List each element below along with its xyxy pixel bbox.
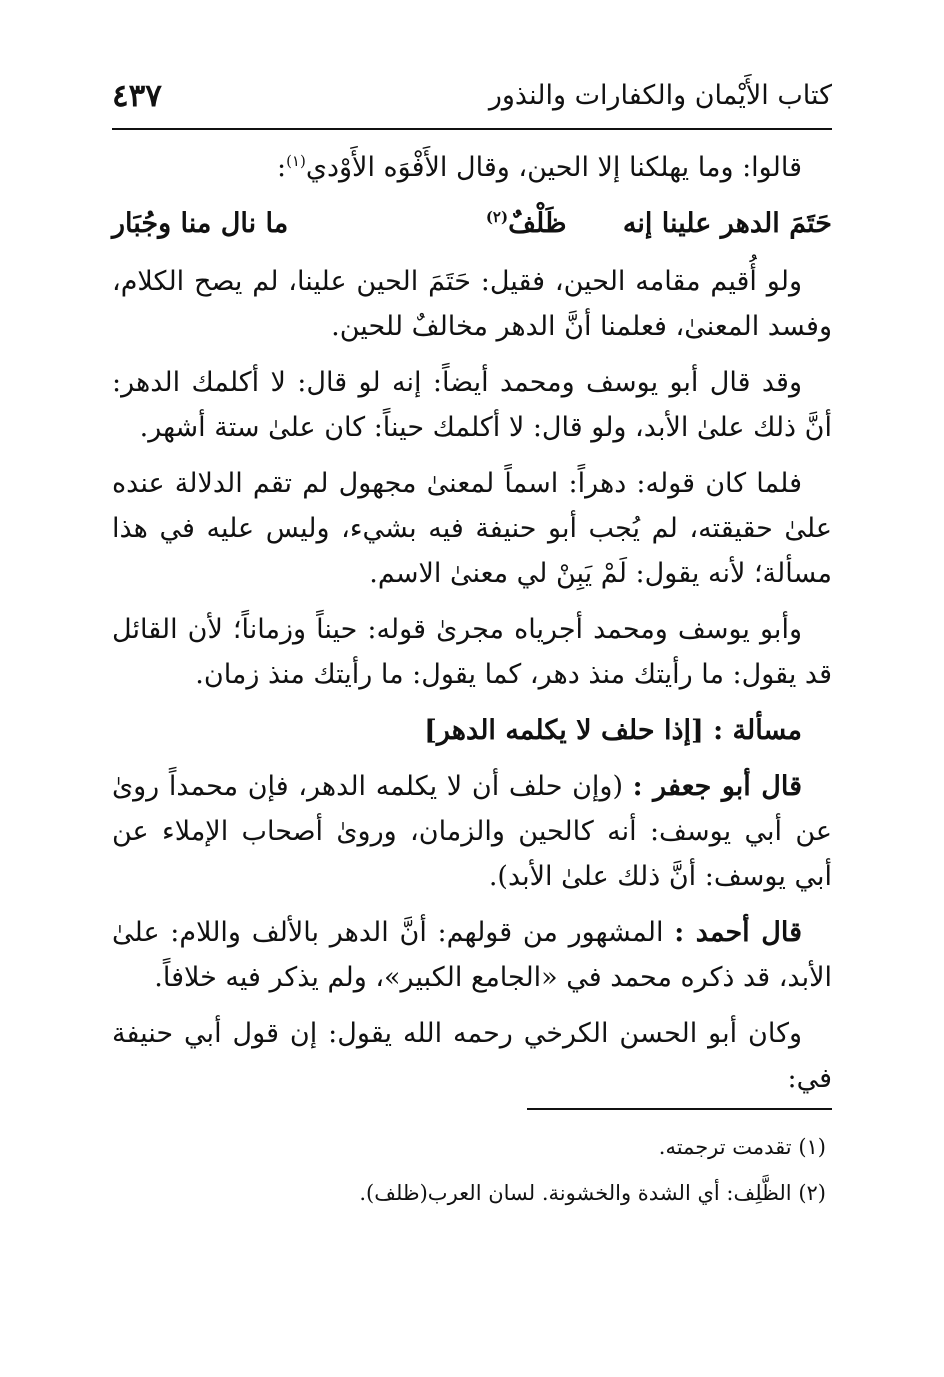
paragraph-7-text: المشهور من قولهم: أنَّ الدهر بالألف واللام: علىٰ الأبد، قد ذكره محمد في «الجامع الكبير»، ولم يذكر فيه خلافاً. bbox=[112, 917, 832, 993]
paragraph-6 bbox=[112, 764, 832, 899]
poem-verse bbox=[112, 201, 832, 246]
verse-first-hemistich bbox=[486, 201, 832, 246]
footnote-2: (٢) الظَّلِف: أي الشدة والخشونة. لسان العرب(ظلف). bbox=[359, 1181, 826, 1205]
paragraph-intro-tail: : bbox=[276, 152, 287, 183]
paragraph-6-text: (وإن حلف أن لا يكلمه الدهر، فإن محمداً روىٰ عن أبي يوسف: أنه كالحين والزمان، وروىٰ أصحاب الإملاء عن أبي يوسف: أنَّ ذلك علىٰ الأبد). bbox=[112, 771, 832, 892]
page-number: ٤٣٧ bbox=[112, 78, 162, 114]
paragraph-intro-text: قالوا: وما يهلكنا إلا الحين، وقال الأَفْوَه الأَوْدي bbox=[305, 152, 802, 183]
paragraph-5: وأبو يوسف ومحمد أجرياه مجرىٰ قوله: حيناً وزماناً؛ لأن القائل قد يقول: ما رأيتك منذ دهر، كما يقول: ما رأيتك منذ زمان. bbox=[112, 614, 832, 690]
running-title: كتاب الأَيْمان والكفارات والنذور bbox=[488, 80, 832, 111]
paragraph-7 bbox=[112, 910, 832, 1000]
footnote-ref-2: (٢) bbox=[485, 208, 509, 226]
footnote-separator bbox=[527, 1108, 832, 1110]
verse-first-end: ظَلْفٌ bbox=[508, 208, 567, 239]
footnote-1: (١) تقدمت ترجمته. bbox=[658, 1135, 826, 1159]
body-text bbox=[112, 145, 832, 1112]
paragraph-4: فلما كان قوله: دهراً: اسماً لمعنىٰ مجهول لم تقم الدلالة عنده علىٰ حقيقته، لم يُجب أبو حنيفة فيه بشيء، وليس عليه في هذا مسألة؛ لأنه يقول: لَمْ يَبِنْ لي معنىٰ الاسم. bbox=[112, 468, 832, 589]
paragraph-8: وكان أبو الحسن الكرخي رحمه الله يقول: إن قول أبي حنيفة في: bbox=[112, 1018, 832, 1094]
verse-second-hemistich: ما نال منا وجُبَار bbox=[112, 208, 289, 239]
paragraph-intro bbox=[112, 145, 832, 190]
paragraph-6-lead: قال أبو جعفر : bbox=[632, 771, 803, 802]
verse-first-text: حَتَمَ الدهر علينا إنه bbox=[622, 208, 832, 239]
paragraph-7-lead: قال أحمد : bbox=[674, 917, 802, 948]
page-header bbox=[112, 78, 832, 130]
footnote-ref-1: (١) bbox=[286, 152, 306, 170]
section-heading: مسألة : [إذا حلف لا يكلمه الدهر] bbox=[424, 715, 802, 746]
paragraph-3: وقد قال أبو يوسف ومحمد أيضاً: إنه لو قال: لا أكلمك الدهر: أنَّ ذلك علىٰ الأبد، ولو قال: لا أكلمك حيناً: كان علىٰ ستة أشهر. bbox=[112, 367, 832, 443]
footnotes bbox=[112, 1124, 832, 1216]
paragraph-2: ولو أُقيم مقامه الحين، فقيل: حَتَمَ الحين علينا، لم يصح الكلام، وفسد المعنىٰ، فعلمنا أنَّ الدهر مخالفٌ للحين. bbox=[112, 266, 832, 342]
